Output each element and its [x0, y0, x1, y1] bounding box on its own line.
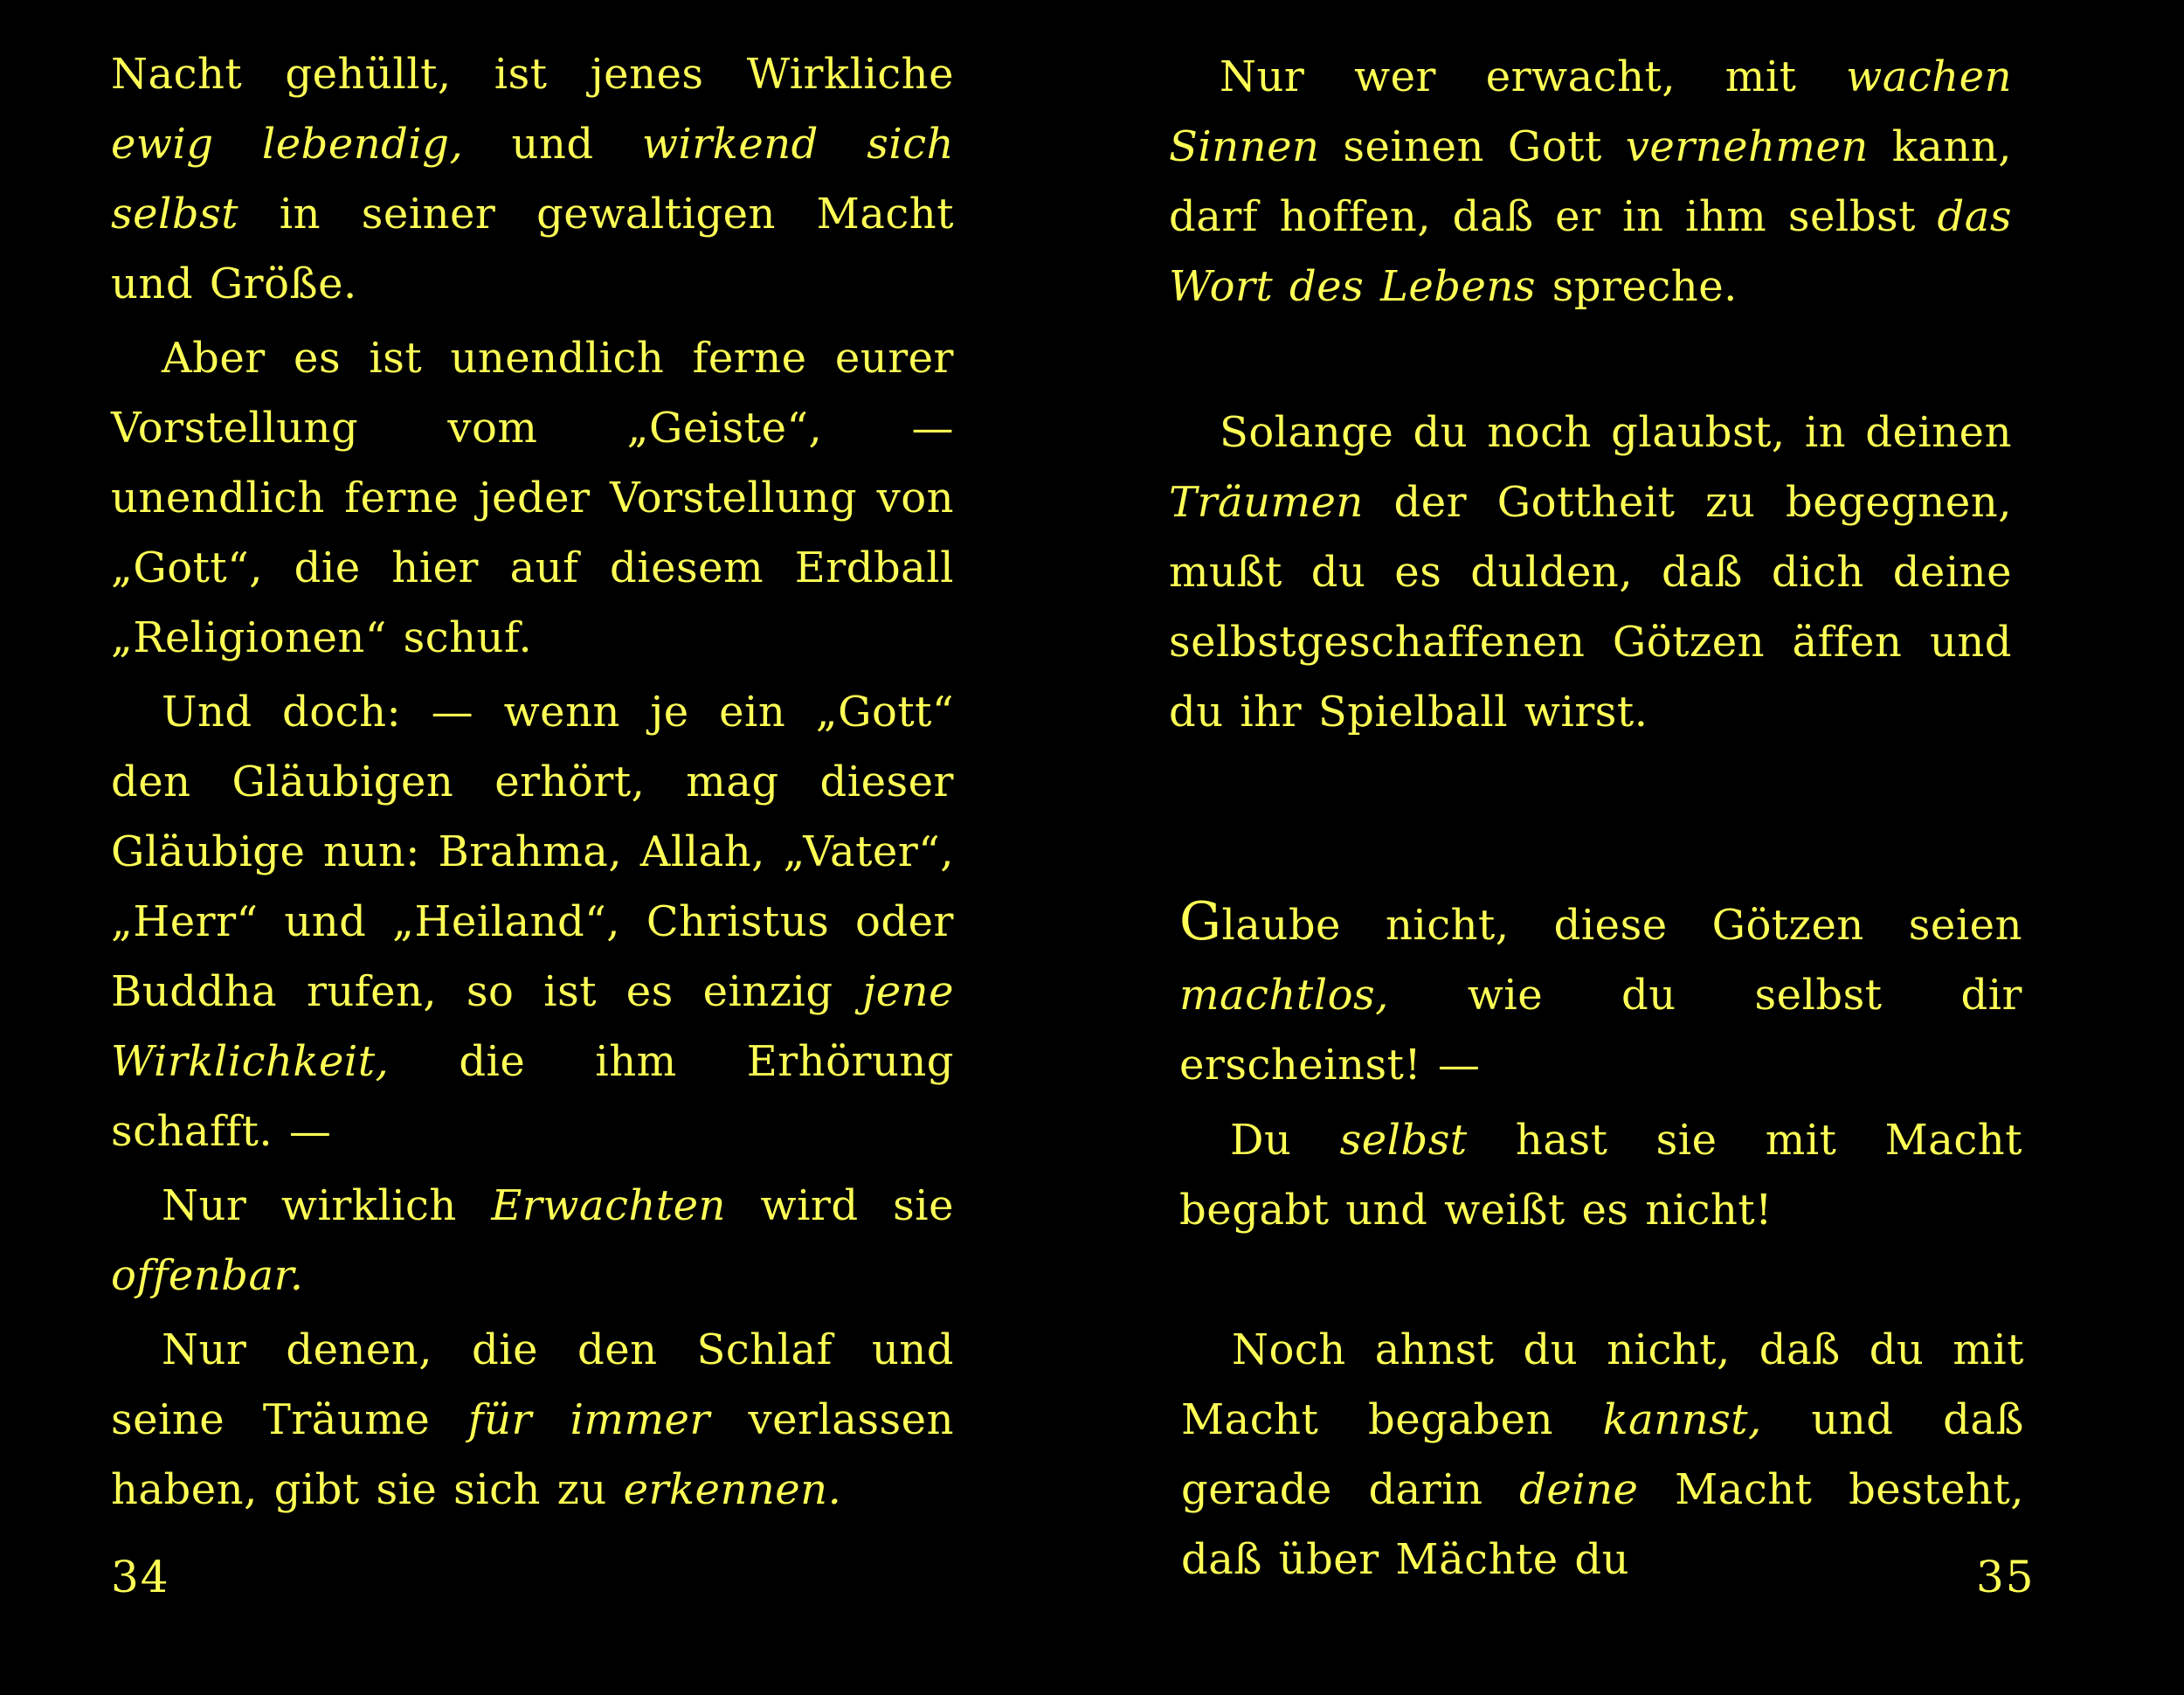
paragraph — [111, 39, 954, 319]
text-run: Nur denen, die den Schlaf und seine Träume — [111, 1325, 954, 1444]
italic-run: wirkend sich selbst — [111, 120, 954, 239]
text-run: Nur wirklich — [162, 1181, 492, 1230]
page-number: 34 — [111, 1552, 170, 1602]
text-run: verlassen haben, gibt sie sich zu — [111, 1395, 955, 1514]
text-run: Solange du noch glaubst, in deinen — [1220, 408, 2012, 457]
initial-capital: G — [1179, 891, 1222, 952]
paragraph — [1179, 1105, 2022, 1245]
italic-run: wachen Sinnen — [1169, 52, 2012, 171]
italic-run: ewig lebendig, — [111, 120, 464, 169]
paragraph — [111, 1171, 954, 1311]
italic-run: machtlos, — [1179, 971, 1389, 1020]
italic-run: erkennen. — [623, 1465, 842, 1514]
italic-run: vernehmen — [1625, 122, 1869, 171]
text-run: der Gottheit zu begegnen, mußt du es dulden, daß dich deine selbstgeschaffenen Götzen äffen und du ihr Spielball wirst. — [1169, 478, 2012, 737]
paragraph — [1181, 1315, 2024, 1595]
paragraph — [1179, 887, 2022, 1100]
paragraph — [111, 1315, 954, 1525]
text-run: Macht besteht, daß über Mächte du — [1181, 1465, 2024, 1584]
italic-run: Erwachten — [491, 1181, 726, 1230]
text-run: seinen Gott — [1319, 122, 1626, 171]
text-run: Aber es ist unendlich ferne eurer Vorstellung vom „Geiste“, — unendlich ferne jeder Vorstellung von „Gott“, die hier auf diesem Erdball „Religionen“ schuf. — [111, 334, 954, 662]
text-run: Nur wer erwacht, mit — [1220, 52, 1847, 101]
italic-run: kannst, — [1602, 1395, 1762, 1444]
italic-run: das Wort des Lebens — [1169, 192, 2012, 311]
italic-run: jene Wirklichkeit, — [111, 967, 954, 1086]
italic-run: selbst — [1339, 1116, 1468, 1165]
text-run: hast sie mit Macht begabt und weißt es nicht! — [1179, 1116, 2022, 1235]
text-run: laube nicht, diese Götzen seien — [1221, 901, 2022, 950]
text-run: die ihm Erhörung schafft. — — [111, 1037, 954, 1156]
text-run: kann, darf hoffen, daß er in ihm selbst — [1169, 122, 2013, 241]
italic-run: für immer — [467, 1395, 710, 1444]
text-run: in seiner gewaltigen Macht und Größe. — [111, 190, 954, 308]
text-run: spreche. — [1535, 262, 1738, 311]
text-run: Noch ahnst du nicht, daß du mit Macht begaben — [1181, 1325, 2024, 1444]
text-run: und — [463, 120, 642, 169]
italic-run: offenbar. — [111, 1251, 304, 1300]
text-run: Nacht gehüllt, ist jenes Wirkliche — [111, 50, 954, 99]
italic-run: deine — [1519, 1465, 1639, 1514]
text-run: wird sie — [725, 1181, 955, 1230]
text-run: wie du selbst dir erscheinst! — — [1179, 971, 2022, 1090]
paragraph — [111, 323, 954, 673]
text-run: und daß gerade darin — [1181, 1395, 2024, 1514]
italic-run: Träumen — [1169, 478, 1364, 527]
paragraph — [1169, 42, 2012, 322]
text-run: Und doch: — wenn je ein „Gott“ den Gläubigen erhört, mag dieser Gläubige nun: Brahma, Allah, „Vater“, „Herr“ und „Heiland“, Christus oder Buddha rufen, so ist es einzig — [111, 688, 954, 1016]
right-page — [1169, 0, 2023, 1695]
page-number: 35 — [1976, 1552, 2035, 1602]
left-page — [111, 0, 954, 1695]
text-run: Du — [1230, 1116, 1340, 1165]
paragraph — [111, 677, 954, 1166]
paragraph — [1169, 398, 2012, 747]
